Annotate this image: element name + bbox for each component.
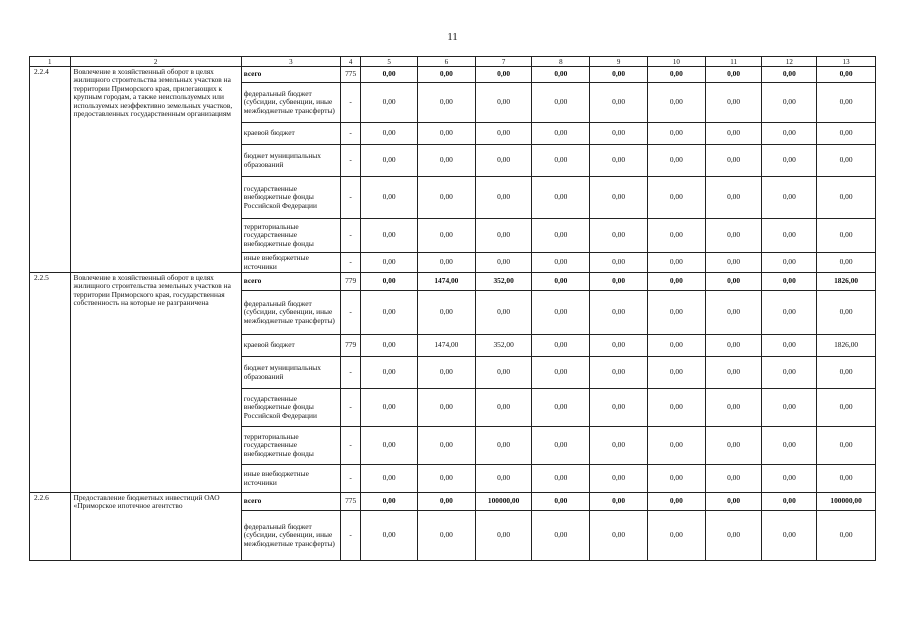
budget-code: - xyxy=(341,145,361,177)
budget-code: 779 xyxy=(341,335,361,357)
value-cell: 0,00 xyxy=(418,219,476,253)
header-cell: 5 xyxy=(361,57,418,67)
value-cell: 0,00 xyxy=(475,291,532,335)
header-cell: 3 xyxy=(241,57,340,67)
section-name: Предоставление бюджетных инвестиций ОАО «Приморское ипотечное агентство xyxy=(70,493,241,561)
value-cell: 0,00 xyxy=(418,67,476,83)
funding-source: федеральный бюджет (субсидии, субвенции, иные межбюджетные трансферты) xyxy=(241,511,340,561)
value-cell: 0,00 xyxy=(705,389,762,427)
budget-code: - xyxy=(341,291,361,335)
header-cell: 8 xyxy=(532,57,590,67)
value-cell: 0,00 xyxy=(817,145,876,177)
value-cell: 0,00 xyxy=(705,465,762,493)
header-cell: 2 xyxy=(70,57,241,67)
value-cell: 0,00 xyxy=(475,145,532,177)
funding-source: федеральный бюджет (субсидии, субвенции, иные межбюджетные трансферты) xyxy=(241,291,340,335)
value-cell: 0,00 xyxy=(361,511,418,561)
value-cell: 0,00 xyxy=(705,83,762,123)
value-cell: 0,00 xyxy=(762,389,817,427)
value-cell: 0,00 xyxy=(532,465,590,493)
value-cell: 0,00 xyxy=(532,253,590,273)
budget-code: 775 xyxy=(341,67,361,83)
header-cell: 11 xyxy=(705,57,762,67)
value-cell: 0,00 xyxy=(705,177,762,219)
value-cell: 0,00 xyxy=(590,335,648,357)
value-cell: 0,00 xyxy=(475,219,532,253)
value-cell: 0,00 xyxy=(762,291,817,335)
value-cell: 0,00 xyxy=(361,465,418,493)
value-cell: 0,00 xyxy=(762,83,817,123)
value-cell: 0,00 xyxy=(590,273,648,291)
value-cell: 0,00 xyxy=(590,493,648,511)
budget-code: - xyxy=(341,177,361,219)
funding-source: всего xyxy=(241,273,340,291)
value-cell: 0,00 xyxy=(705,493,762,511)
value-cell: 0,00 xyxy=(762,253,817,273)
value-cell: 0,00 xyxy=(475,511,532,561)
value-cell: 0,00 xyxy=(532,511,590,561)
funding-source: бюджет муниципальных образований xyxy=(241,357,340,389)
value-cell: 0,00 xyxy=(705,253,762,273)
value-cell: 0,00 xyxy=(647,67,705,83)
value-cell: 0,00 xyxy=(590,67,648,83)
value-cell: 0,00 xyxy=(590,219,648,253)
value-cell: 0,00 xyxy=(817,389,876,427)
value-cell: 0,00 xyxy=(590,389,648,427)
value-cell: 0,00 xyxy=(647,123,705,145)
funding-source: всего xyxy=(241,493,340,511)
budget-code: - xyxy=(341,511,361,561)
value-cell: 0,00 xyxy=(705,123,762,145)
value-cell: 0,00 xyxy=(817,465,876,493)
value-cell: 1826,00 xyxy=(817,335,876,357)
value-cell: 0,00 xyxy=(817,219,876,253)
budget-code: - xyxy=(341,427,361,465)
budget-code: - xyxy=(341,219,361,253)
value-cell: 0,00 xyxy=(418,357,476,389)
value-cell: 0,00 xyxy=(532,177,590,219)
section-name: Вовлечение в хозяйственный оборот в целях жилищного строительства земельных участков на территории Приморского края, прилегающих к крупным городам, а также неиспользуемых или используемых неэффективно земельных участков, предоставленных государственным организациям xyxy=(70,67,241,273)
total-row xyxy=(30,273,876,291)
value-cell: 0,00 xyxy=(705,67,762,83)
value-cell: 0,00 xyxy=(762,493,817,511)
section-code: 2.2.6 xyxy=(30,493,71,561)
value-cell: 0,00 xyxy=(762,465,817,493)
budget-code: 779 xyxy=(341,273,361,291)
value-cell: 0,00 xyxy=(817,291,876,335)
value-cell: 0,00 xyxy=(590,357,648,389)
value-cell: 0,00 xyxy=(705,427,762,465)
value-cell: 0,00 xyxy=(705,291,762,335)
value-cell: 352,00 xyxy=(475,335,532,357)
value-cell: 0,00 xyxy=(532,335,590,357)
value-cell: 0,00 xyxy=(475,123,532,145)
value-cell: 0,00 xyxy=(647,145,705,177)
value-cell: 0,00 xyxy=(361,389,418,427)
funding-source: иные внебюджетные источники xyxy=(241,465,340,493)
value-cell: 0,00 xyxy=(647,335,705,357)
value-cell: 0,00 xyxy=(361,123,418,145)
value-cell: 0,00 xyxy=(647,273,705,291)
value-cell: 0,00 xyxy=(418,389,476,427)
funding-source: краевой бюджет xyxy=(241,123,340,145)
value-cell: 0,00 xyxy=(705,145,762,177)
value-cell: 0,00 xyxy=(361,335,418,357)
value-cell: 0,00 xyxy=(590,427,648,465)
value-cell: 0,00 xyxy=(361,291,418,335)
value-cell: 0,00 xyxy=(418,83,476,123)
value-cell: 0,00 xyxy=(590,465,648,493)
value-cell: 0,00 xyxy=(361,273,418,291)
value-cell: 0,00 xyxy=(532,123,590,145)
value-cell: 0,00 xyxy=(817,357,876,389)
budget-code: - xyxy=(341,123,361,145)
value-cell: 0,00 xyxy=(361,253,418,273)
value-cell: 0,00 xyxy=(418,145,476,177)
section-code: 2.2.5 xyxy=(30,273,71,493)
value-cell: 0,00 xyxy=(647,219,705,253)
funding-source: территориальные государственные внебюджетные фонды xyxy=(241,427,340,465)
value-cell: 0,00 xyxy=(762,177,817,219)
value-cell: 0,00 xyxy=(475,253,532,273)
value-cell: 0,00 xyxy=(532,67,590,83)
value-cell: 0,00 xyxy=(817,177,876,219)
value-cell: 0,00 xyxy=(762,427,817,465)
value-cell: 1826,00 xyxy=(817,273,876,291)
value-cell: 0,00 xyxy=(532,493,590,511)
value-cell: 0,00 xyxy=(817,253,876,273)
value-cell: 0,00 xyxy=(590,83,648,123)
header-cell: 4 xyxy=(341,57,361,67)
total-row xyxy=(30,493,876,511)
value-cell: 0,00 xyxy=(647,357,705,389)
value-cell: 0,00 xyxy=(475,177,532,219)
section-code: 2.2.4 xyxy=(30,67,71,273)
value-cell: 0,00 xyxy=(418,253,476,273)
section-name: Вовлечение в хозяйственный оборот в целях жилищного строительства земельных участков на территории Приморского края, государственная собственность на которые не разграничена xyxy=(70,273,241,493)
value-cell: 0,00 xyxy=(475,357,532,389)
budget-code: - xyxy=(341,389,361,427)
value-cell: 0,00 xyxy=(647,427,705,465)
header-cell: 1 xyxy=(30,57,71,67)
value-cell: 0,00 xyxy=(762,335,817,357)
header-cell: 6 xyxy=(418,57,476,67)
budget-code: - xyxy=(341,253,361,273)
value-cell: 0,00 xyxy=(647,83,705,123)
value-cell: 0,00 xyxy=(705,511,762,561)
value-cell: 0,00 xyxy=(475,427,532,465)
value-cell: 0,00 xyxy=(532,83,590,123)
budget-table xyxy=(29,56,876,561)
value-cell: 0,00 xyxy=(418,465,476,493)
value-cell: 0,00 xyxy=(361,177,418,219)
value-cell: 0,00 xyxy=(361,145,418,177)
value-cell: 0,00 xyxy=(361,427,418,465)
funding-source: краевой бюджет xyxy=(241,335,340,357)
value-cell: 0,00 xyxy=(590,145,648,177)
value-cell: 0,00 xyxy=(532,273,590,291)
value-cell: 1474,00 xyxy=(418,273,476,291)
value-cell: 0,00 xyxy=(647,493,705,511)
header-row xyxy=(30,57,876,67)
value-cell: 352,00 xyxy=(475,273,532,291)
value-cell: 0,00 xyxy=(590,177,648,219)
value-cell: 0,00 xyxy=(762,145,817,177)
value-cell: 0,00 xyxy=(705,219,762,253)
value-cell: 0,00 xyxy=(532,219,590,253)
value-cell: 0,00 xyxy=(475,83,532,123)
value-cell: 0,00 xyxy=(532,357,590,389)
value-cell: 0,00 xyxy=(705,273,762,291)
funding-source: территориальные государственные внебюджетные фонды xyxy=(241,219,340,253)
value-cell: 0,00 xyxy=(475,465,532,493)
value-cell: 0,00 xyxy=(418,291,476,335)
value-cell: 0,00 xyxy=(817,511,876,561)
header-cell: 7 xyxy=(475,57,532,67)
value-cell: 0,00 xyxy=(705,357,762,389)
value-cell: 0,00 xyxy=(762,219,817,253)
header-cell: 13 xyxy=(817,57,876,67)
value-cell: 0,00 xyxy=(532,427,590,465)
value-cell: 0,00 xyxy=(762,357,817,389)
value-cell: 0,00 xyxy=(532,291,590,335)
value-cell: 0,00 xyxy=(817,83,876,123)
value-cell: 0,00 xyxy=(361,493,418,511)
value-cell: 0,00 xyxy=(705,335,762,357)
value-cell: 0,00 xyxy=(418,123,476,145)
header-cell: 9 xyxy=(590,57,648,67)
value-cell: 0,00 xyxy=(647,291,705,335)
value-cell: 0,00 xyxy=(647,253,705,273)
value-cell: 0,00 xyxy=(817,123,876,145)
budget-code: - xyxy=(341,83,361,123)
funding-source: федеральный бюджет (субсидии, субвенции, иные межбюджетные трансферты) xyxy=(241,83,340,123)
value-cell: 100000,00 xyxy=(475,493,532,511)
value-cell: 0,00 xyxy=(475,67,532,83)
value-cell: 0,00 xyxy=(762,123,817,145)
budget-code: 775 xyxy=(341,493,361,511)
value-cell: 0,00 xyxy=(418,511,476,561)
value-cell: 0,00 xyxy=(590,511,648,561)
value-cell: 0,00 xyxy=(817,67,876,83)
header-cell: 12 xyxy=(762,57,817,67)
funding-source: бюджет муниципальных образований xyxy=(241,145,340,177)
value-cell: 0,00 xyxy=(590,123,648,145)
value-cell: 0,00 xyxy=(590,291,648,335)
funding-source: всего xyxy=(241,67,340,83)
value-cell: 0,00 xyxy=(762,67,817,83)
value-cell: 0,00 xyxy=(647,389,705,427)
value-cell: 0,00 xyxy=(475,389,532,427)
value-cell: 0,00 xyxy=(361,67,418,83)
value-cell: 0,00 xyxy=(361,357,418,389)
value-cell: 0,00 xyxy=(418,427,476,465)
value-cell: 0,00 xyxy=(647,511,705,561)
value-cell: 0,00 xyxy=(361,83,418,123)
value-cell: 0,00 xyxy=(762,273,817,291)
value-cell: 0,00 xyxy=(647,465,705,493)
budget-code: - xyxy=(341,465,361,493)
value-cell: 100000,00 xyxy=(817,493,876,511)
value-cell: 0,00 xyxy=(590,253,648,273)
funding-source: государственные внебюджетные фонды Российской Федерации xyxy=(241,389,340,427)
value-cell: 0,00 xyxy=(361,219,418,253)
header-cell: 10 xyxy=(647,57,705,67)
value-cell: 0,00 xyxy=(762,511,817,561)
value-cell: 0,00 xyxy=(418,493,476,511)
budget-code: - xyxy=(341,357,361,389)
funding-source: иные внебюджетные источники xyxy=(241,253,340,273)
page-number: 11 xyxy=(447,31,458,43)
value-cell: 1474,00 xyxy=(418,335,476,357)
value-cell: 0,00 xyxy=(532,389,590,427)
value-cell: 0,00 xyxy=(817,427,876,465)
value-cell: 0,00 xyxy=(647,177,705,219)
total-row xyxy=(30,67,876,83)
value-cell: 0,00 xyxy=(532,145,590,177)
value-cell: 0,00 xyxy=(418,177,476,219)
funding-source: государственные внебюджетные фонды Российской Федерации xyxy=(241,177,340,219)
